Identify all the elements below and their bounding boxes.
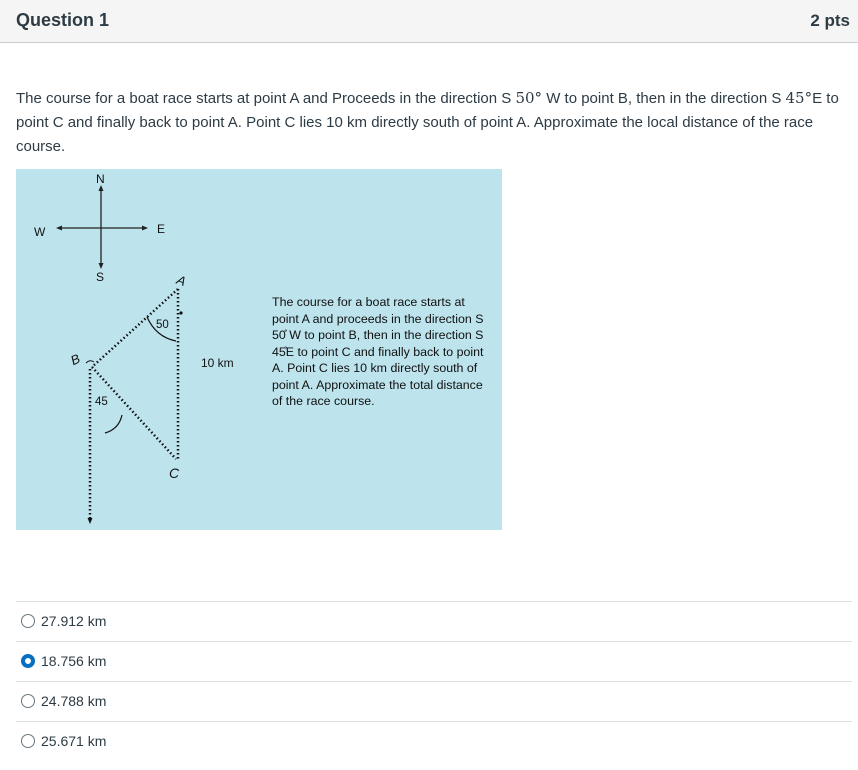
question-figure <box>16 169 502 530</box>
answer-option[interactable] <box>16 681 852 721</box>
answer-label[interactable]: 18.756 km <box>41 653 107 669</box>
question-points: 2 pts <box>810 11 850 30</box>
point-a-label: A <box>174 271 188 290</box>
compass-west-label: W <box>34 225 46 239</box>
question-text-part3: E to point C and finally back to point A. Point C lies 10 km directly south of point A. Approximate the local distance of the race course. <box>16 90 839 155</box>
answer-option[interactable] <box>16 721 852 761</box>
radio-button-selected[interactable] <box>21 654 35 668</box>
point-b-mark <box>86 361 94 363</box>
line-b-to-c <box>92 367 176 459</box>
question-text-part2: W to point B, then in the direction S <box>542 90 786 107</box>
answer-label[interactable]: 27.912 km <box>41 613 107 629</box>
radio-button[interactable] <box>21 734 35 748</box>
question-text <box>16 86 856 159</box>
answer-option[interactable] <box>16 641 852 681</box>
question-text-part1: The course for a boat race starts at point A and Proceeds in the direction S <box>16 90 516 107</box>
south-arrow-icon <box>99 263 104 269</box>
compass-east-label: E <box>157 222 166 236</box>
question-header <box>0 0 858 43</box>
south-from-b-arrow-icon <box>88 518 93 524</box>
question-title: Question 1 <box>16 10 110 30</box>
point-marker <box>179 311 182 314</box>
answer-label[interactable]: 25.671 km <box>41 733 107 749</box>
distance-ac-label: 10 km <box>201 356 234 370</box>
figure-caption: The course for a boat race starts at point A and proceeds in the direction S 50̊ W to point B, then in the direction S 45̊E to point C and finally back to point A. Point C lies 10 km directly south of point A. Approximate the total distance of the race course. <box>272 295 484 408</box>
west-arrow-icon <box>56 226 62 231</box>
compass-south-label: S <box>96 270 105 284</box>
radio-button[interactable] <box>21 614 35 628</box>
angle-45: 45° <box>785 89 813 107</box>
radio-button[interactable] <box>21 694 35 708</box>
angle-arc-b <box>105 415 122 433</box>
angle-b-label: 45 <box>95 396 108 408</box>
angle-a-label: 50 <box>156 319 169 331</box>
answer-list <box>16 601 852 761</box>
point-b-label: B <box>68 350 83 369</box>
answer-option[interactable] <box>16 601 852 641</box>
answer-label[interactable]: 24.788 km <box>41 693 107 709</box>
angle-50: 50° <box>515 89 543 107</box>
east-arrow-icon <box>142 226 148 231</box>
point-c-label: C <box>169 465 180 481</box>
compass-north-label: N <box>96 172 105 186</box>
